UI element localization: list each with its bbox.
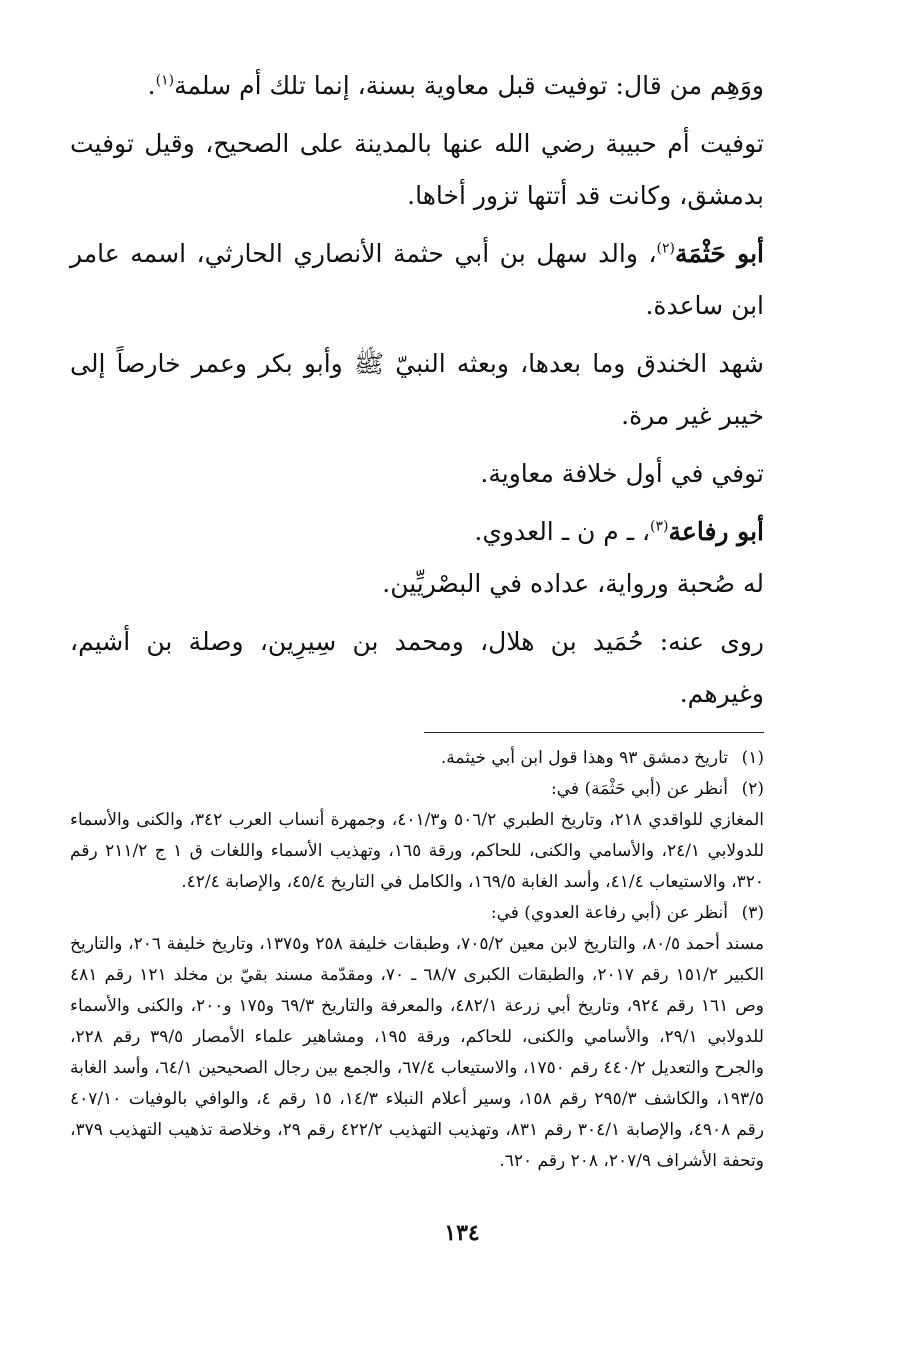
footnote-2-number: (٢) [741,779,764,799]
main-text [70,60,764,720]
footnote-3-number: (٣) [741,903,764,923]
paragraph-8: روى عنه: حُمَيد بن هلال، ومحمد بن سِيرِين، وصلة بن أشيم، وغيرهم. [70,627,764,708]
paragraph-1-text: ووَهِم من قال: توفيت قبل معاوية بسنة، إنما تلك أم سلمة [174,71,764,100]
footnote-3-text: مسند أحمد ٨٠/٥، والتاريخ لابن معين ٧٠٥/٢، وطبقات خليفة ٢٥٨ و١٣٧٥، وتاريخ خليفة ٢٠٦، والتاريخ الكبير ١٥١/٢ رقم ٢٠١٧، والطبقات الكبرى ٦٨/٧ ـ ٧٠، ومقدّمة مسند بقيّ بن مخلد ١٢١ رقم ٤٨١ وص ١٦١ رقم ٩٢٤، وتاريخ أبي زرعة ٤٨٢/١، والمعرفة والتاريخ ٦٩/٣ و١٧٥ و٢٠٠، والكنى والأسماء للدولابي ٢٩/١، والأسامي والكنى، للحاكم، ورقة ١٩٥، ومشاهير علماء الأمصار ٣٩/٥ رقم ٢٢٨، والجرح والتعديل ٤٤٠/٢ رقم ١٧٥٠، والاستيعاب ٦٧/٤، والجمع بين رجال الصحيحين ٦٤/١، وأسد الغابة ١٩٣/٥، والكاشف ٢٩٥/٣ رقم ١٥٨، وسير أعلام النبلاء ١٤/٣، ١٥ رقم ٤، والوافي بالوفيات ٤٠٧/١٠ رقم ٤٩٠٨، والإصابة ٣٠٤/١ رقم ٨٣١، وتهذيب التهذيب ٤٢٢/٢ رقم ٢٩، وخلاصة تذهيب التهذيب ٣٧٩، وتحفة الأشراف ٢٠٧/٩، ٢٠٨ رقم ٦٢٠. [70,934,764,1171]
footnote-1-number: (١) [741,748,764,768]
footnotes [70,743,764,1177]
footnote-2-text: المغازي للواقدي ٢١٨، وتاريخ الطبري ٥٠٦/٢ و٤٠١/٣، وجمهرة أنساب العرب ٣٤٢، والكنى والأسماء للدولابي ٢٤/١، والأسامي والكنى، للحاكم، ورقة ١٦٥، وتهذيب الأسماء واللغات ق ١ ج ٢١١/٢ رقم ٣٢٠، والاستيعاب ٤١/٤، وأسد الغابة ١٦٩/٥، والكامل في التاريخ ٤٥/٤، والإصابة ٤٢/٤. [70,810,765,892]
footnote-3-body [70,898,728,929]
entry-abu-hathma-name: أبو حَثْمَة [675,239,764,268]
paragraph-5: توفي في أول خلافة معاوية. [480,459,764,488]
entry-abu-rifaa-text: ، ـ م ن ـ العدوي. [474,517,651,546]
paragraph-2: توفيت أم حبيبة رضي الله عنها بالمدينة على الصحيح، وقيل توفيت بدمشق، وكانت قد أتتها تزور أخاها. [70,129,764,210]
footnote-1-body [70,743,728,774]
footnote-3 [70,898,764,929]
footnote-ref-2: (٢) [656,240,675,257]
footnote-divider [424,732,764,733]
footnote-2-body [70,774,728,805]
entry-abu-rifaa-name: أبو رفاعة [668,517,764,546]
footnote-ref-3: (٣) [650,518,669,535]
entry-abu-rifaa [70,506,764,558]
footnote-1-text: تاريخ دمشق ٩٣ وهذا قول ابن أبي خيثمة. [440,748,728,768]
paragraph-4: شهد الخندق وما بعدها، وبعثه النبيّ ﷺ وأبو بكر وعمر خارصاً إلى خيبر غير مرة. [70,349,764,430]
footnote-1 [70,743,764,774]
page-number: ١٣٤ [444,1220,480,1246]
footnote-2 [70,774,764,805]
footnote-2-intro: أنظر عن (أبي حَثْمَة) في: [551,779,728,799]
footnote-ref-1: (١) [155,72,175,89]
paragraph-1-end: . [147,71,156,100]
footnote-3-intro: أنظر عن (أبي رفاعة العدوي) في: [490,903,728,923]
paragraph-7: له صُحبة ورواية، عداده في البصْريِّين. [382,569,764,598]
entry-abu-hathma [70,228,764,332]
paragraph-1 [70,60,764,112]
entry-abu-hathma-text: ، والد سهل بن أبي حثمة الأنصاري الحارثي، اسمه عامر ابن ساعدة. [70,239,764,320]
